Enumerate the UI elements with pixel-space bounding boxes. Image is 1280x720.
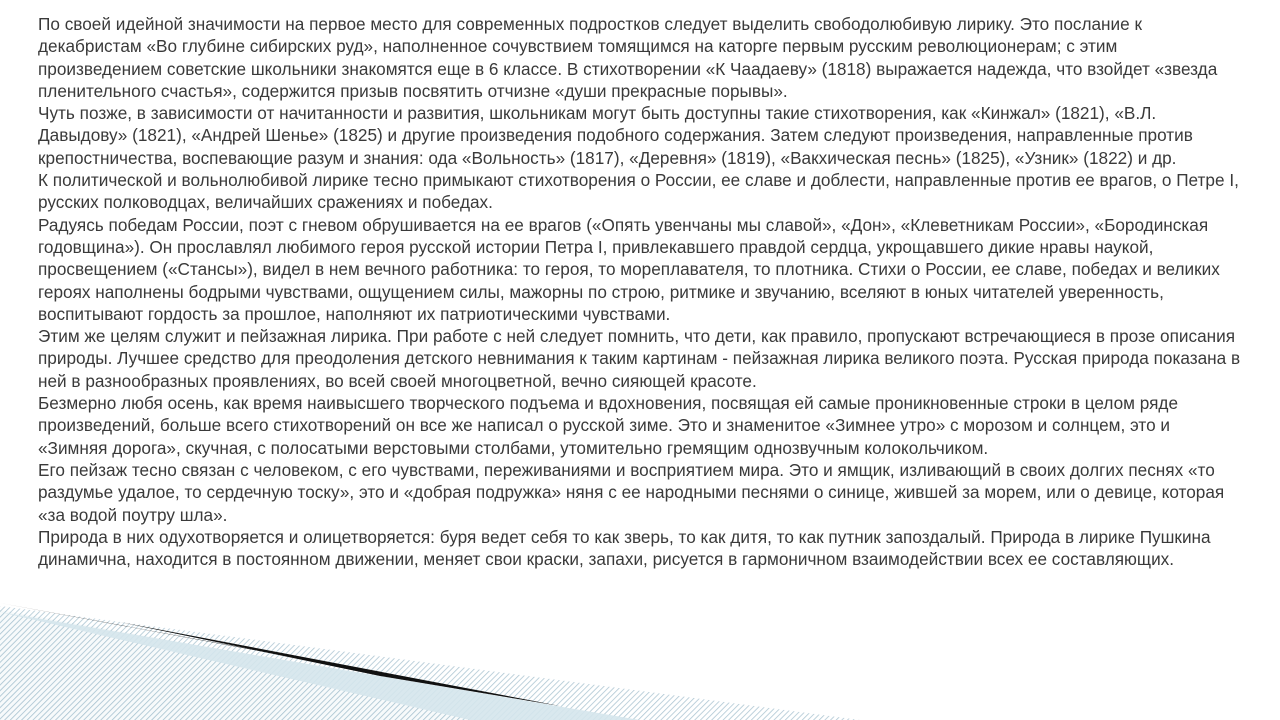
paragraph-autumn-winter: Безмерно любя осень, как время наивысшего творческого подъема и вдохновения, посвящая ей самые проникновенные строки в целом ряде произведений, больше всего стихотворений он все же написал о русской зиме. Это и знаменитое «Зимнее утро» с морозом и солнцем, это и «Зимняя дорога», скучная, с полосатыми верстовыми столбами, утомительно гремящим однозвучным колокольчиком.	[38, 393, 1179, 458]
paragraph-nature-animated: Природа в них одухотворяется и олицетворяется: буря ведет себя то как зверь, то как дитя, то как путник запоздалый. Природа в лирике Пушкина динамична, находится в постоянном движении, меняет свои краски, запахи, рисуется в гармоничном взаимодействии всех ее составляющих.	[38, 526, 1211, 570]
paragraph-russia-poems: К политической и вольнолюбивой лирике тесно примыкают стихотворения о России, ее славе и доблести, направленные против ее врагов, о Петре I, русских полководцах, величайших сражениях и победах.	[38, 170, 1239, 213]
paragraph-landscape-lyrics: Этим же целям служит и пейзажная лирика. При работе с ней следует помнить, что дети, как правило, пропускают встречающиеся в прозе описания природы. Лучшее средство для преодоления детского невнимания к таким картинам - пейзажная лирика великого поэта. Русская природа показана в ней в разнообразных проявлениях, во всей своей многоцветной, вечно сияющей красоте.	[38, 326, 1241, 391]
paragraph-freedom-lyrics: По своей идейной значимости на первое место для современных подростков следует выделить свободолюбивую лирику. Это послание к декабристам «Во глубине сибирских руд», наполненное сочувствием томящимся на каторге первым русским революционерам; с этим произведением советские школьники знакомятся еще в 6 классе. В стихотворении «К Чаадаеву» (1818) выражается надежда, что взойдет «звезда пленительного счастья», содержится призыв посвятить отчизне «души прекрасные порывы».	[38, 14, 1218, 101]
paragraph-victories: Радуясь победам России, поэт с гневом обрушивается на ее врагов («Опять увенчаны мы славой», «Дон», «Клеветникам России», «Бородинская годовщина»). Он прославлял любимого героя русской истории Петра I, привлекавшего правдой сердца, укрощавшего дикие нравы наукой, просвещением («Стансы»), видел в нем вечного работника: то героя, то мореплавателя, то плотника. Стихи о России, ее славе, победах и великих героях наполнены бодрыми чувствами, ощущением силы, мажорны по строю, ритмике и звучанию, вселяют в юных читателей уверенность, воспитывают гордость за прошлое, наполняют их патриотическими чувствами.	[38, 214, 1220, 324]
paragraph-landscape-human: Его пейзаж тесно связан с человеком, с его чувствами, переживаниями и восприятием мира. Это и ямщик, изливающий в своих долгих песнях «то раздумье удалое, то сердечную тоску», это и «добрая подружка» няня с ее народными песнями о синице, жившей за морем, или о девице, которая «за водой поутру шла».	[38, 459, 1225, 525]
paragraph-later-poems: Чуть позже, в зависимости от начитанности и развития, школьникам могут быть доступны такие стихотворения, как «Кинжал» (1821), «В.Л. Давыдову» (1821), «Андрей Шенье» (1825) и другие произведения подобного содержания. Затем следуют произведения, направленные против крепостничества, воспевающие разум и знания: ода «Вольность» (1817), «Деревня» (1819), «Вакхическая песнь» (1825), «Узник» (1822) и др.	[38, 103, 1193, 168]
document-text	[38, 13, 1243, 570]
